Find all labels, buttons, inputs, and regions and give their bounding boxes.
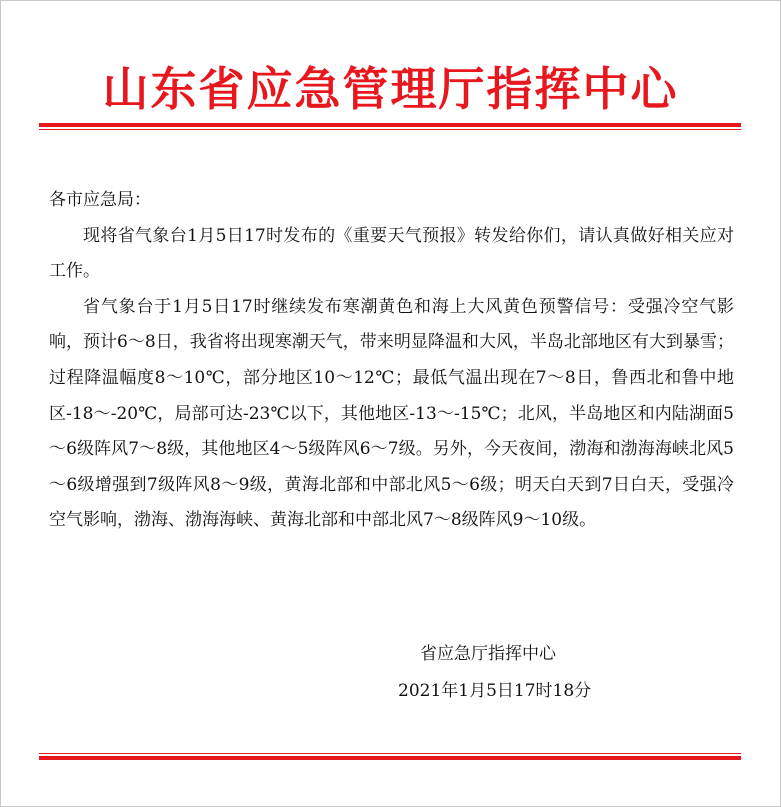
footer-divider-thin-line xyxy=(39,753,741,754)
footer-divider xyxy=(39,753,741,760)
signature-date: 2021年1月5日17时18分 xyxy=(398,681,592,701)
paragraph-weather-warning: 省气象台于1月5日17时继续发布寒潮黄色和海上大风黄色预警信号：受强冷空气影响，预计6～8日，我省将出现寒潮天气，带来明显降温和大风，半岛北部地区有大到暴雪；过程降温幅度8～10℃，部分地区10～12℃；最低气温出现在7～8日，鲁西北和鲁中地区-18～-20℃，局部可达-23℃以下，其他地区-13～-15℃；北风，半岛地区和内陆湖面5～6级阵风7～8级，其他地区4～5级阵风6～7级。另外，今天夜间，渤海和渤海海峡北风5～6级增强到7级阵风8～9级，黄海北部和中部北风5～6级；明天白天到7日白天，受强冷空气影响，渤海、渤海海峡、黄海北部和中部北风7～8级阵风9～10级。 xyxy=(49,296,734,531)
signature-org: 省应急厅指挥中心 xyxy=(420,644,556,664)
salutation: 各市应急局： xyxy=(49,190,151,210)
footer-divider-thick-line xyxy=(39,756,741,760)
header-divider xyxy=(39,123,741,130)
letter-body xyxy=(49,183,734,539)
paragraph-forward-notice: 现将省气象台1月5日17时发布的《重要天气预报》转发给你们，请认真做好相关应对工作。 xyxy=(49,225,734,282)
header-divider-thin-line xyxy=(39,129,741,130)
document-title: 山东省应急管理厅指挥中心 xyxy=(102,62,679,116)
header-divider-thick-line xyxy=(39,123,741,127)
